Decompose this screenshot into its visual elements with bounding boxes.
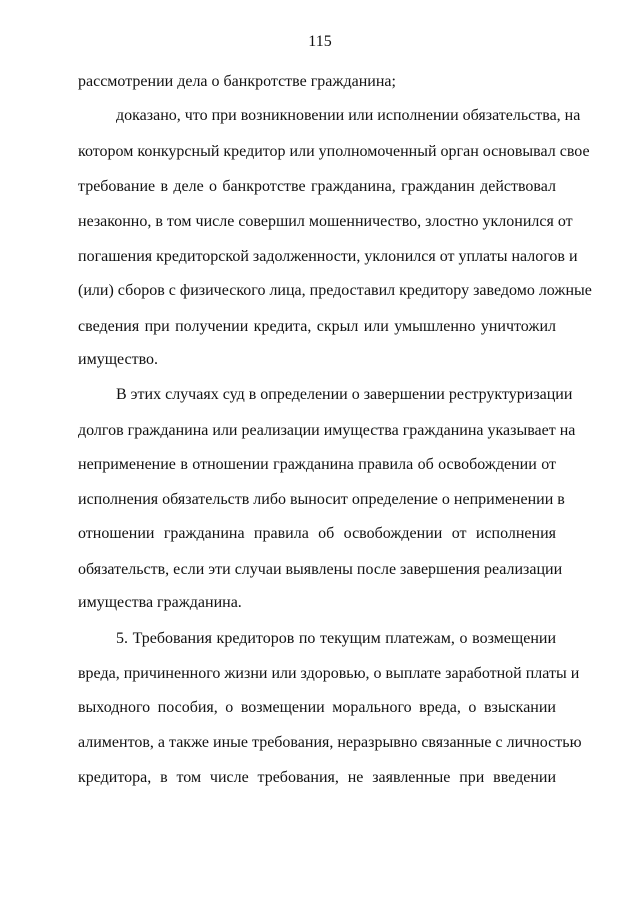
text-line: вреда, причиненного жизни или здоровью, о выплате заработной платы и <box>78 665 580 682</box>
text-line: требование в деле о банкротстве гражданина, гражданин действовал <box>78 178 556 195</box>
text-line: 5. Требования кредиторов по текущим платежам, о возмещении <box>116 630 556 647</box>
text-line: незаконно, в том числе совершил мошенничество, злостно уклонился от <box>78 213 573 230</box>
text-line: отношении гражданина правила об освобождении от исполнения <box>78 525 556 542</box>
text-line: сведения при получении кредита, скрыл или умышленно уничтожил <box>78 318 556 335</box>
text-line: погашения кредиторской задолженности, уклонился от уплаты налогов и <box>78 248 578 265</box>
text-line: доказано, что при возникновении или исполнении обязательства, на <box>116 107 581 124</box>
text-line: неприменение в отношении гражданина правила об освобождении от <box>78 456 556 473</box>
page-number: 115 <box>308 33 332 50</box>
text-line: долгов гражданина или реализации имущества гражданина указывает на <box>78 422 576 439</box>
text-line: выходного пособия, о возмещении морального вреда, о взыскании <box>78 699 556 716</box>
text-line: исполнения обязательств либо выносит определение о неприменении в <box>78 491 565 508</box>
text-line: имущество. <box>78 351 159 368</box>
text-line: В этих случаях суд в определении о завершении реструктуризации <box>116 386 573 403</box>
text-line: рассмотрении дела о банкротстве гражданина; <box>78 73 396 90</box>
text-line: (или) сборов с физического лица, предоставил кредитору заведомо ложные <box>78 282 592 299</box>
text-line: обязательств, если эти случаи выявлены после завершения реализации <box>78 561 563 578</box>
text-line: кредитора, в том числе требования, не заявленные при введении <box>78 769 556 786</box>
text-line: котором конкурсный кредитор или уполномоченный орган основывал свое <box>78 143 590 160</box>
text-line: имущества гражданина. <box>78 594 242 611</box>
text-line: алиментов, а также иные требования, неразрывно связанные с личностью <box>78 734 582 751</box>
